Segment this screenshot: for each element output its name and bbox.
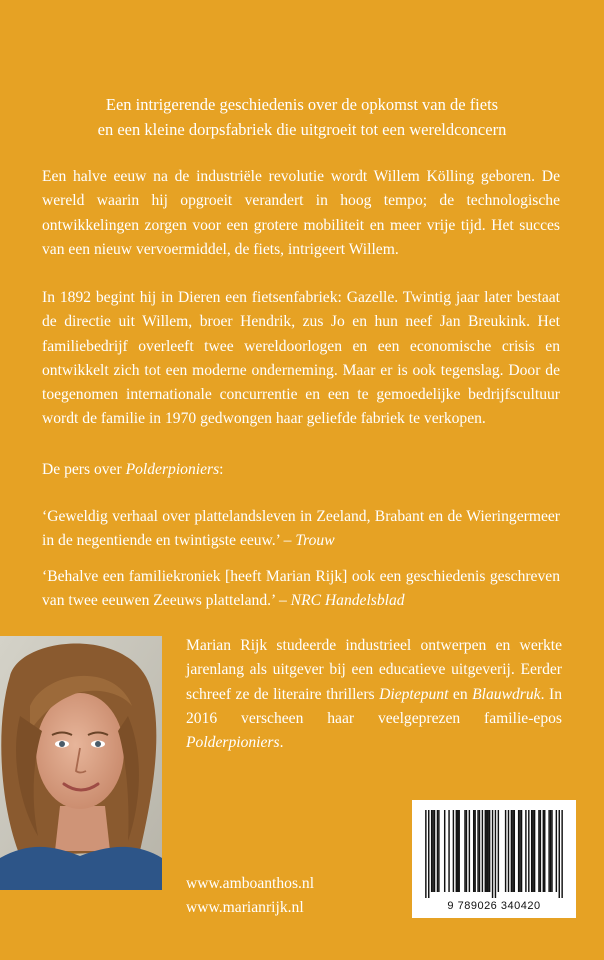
barcode-bar — [550, 810, 551, 892]
barcode-bar — [485, 810, 486, 892]
barcode-bar — [519, 810, 520, 892]
barcode-bar — [456, 810, 457, 892]
barcode-bar — [511, 810, 512, 892]
barcode-bar — [479, 810, 480, 892]
barcode-bar — [525, 810, 526, 892]
barcode-bar — [477, 810, 478, 892]
tagline-line-1: Een intrigerende geschiedenis over de opkomst van de fiets — [105, 95, 499, 114]
barcode-bar — [544, 810, 545, 892]
press-quote-2 — [42, 565, 560, 614]
barcode-bar — [425, 810, 426, 898]
barcode-bar — [492, 810, 493, 898]
bio-book-2: Blauwdruk — [472, 685, 541, 703]
barcode-bar — [457, 810, 458, 892]
barcode-bar — [543, 810, 544, 892]
barcode-bar — [473, 810, 474, 892]
bio-part-2: . In 2016 verscheen haar veelgeprezen familie-epos — [186, 685, 562, 727]
barcode-bar — [512, 810, 513, 892]
press-heading-prefix: De pers over — [42, 461, 126, 478]
barcode-bar — [428, 810, 429, 898]
website-publisher[interactable]: www.amboanthos.nl — [186, 875, 315, 892]
barcode-bar — [453, 810, 454, 892]
barcode-bar — [498, 810, 499, 892]
press-quote-1 — [42, 505, 560, 554]
author-bio — [186, 634, 562, 755]
barcode-bars — [412, 806, 576, 902]
barcode-bar — [482, 810, 483, 892]
barcode-bar — [538, 810, 539, 892]
barcode — [412, 800, 576, 918]
press-quote-2-source: NRC Handelsblad — [290, 592, 405, 610]
barcode-bar — [521, 810, 522, 892]
barcode-bar — [444, 810, 445, 892]
barcode-bar — [474, 810, 475, 892]
barcode-bar — [540, 810, 541, 892]
author-portrait-image — [0, 636, 162, 890]
barcode-bar — [431, 810, 432, 892]
barcode-bar — [469, 810, 470, 892]
barcode-bar — [556, 810, 557, 892]
barcode-bar — [489, 810, 490, 892]
bio-connector: en — [448, 685, 473, 703]
press-heading — [42, 458, 223, 482]
barcode-bar — [548, 810, 549, 892]
author-photo — [0, 636, 162, 890]
bio-part-1: Marian Rijk studeerde industrieel ontwerpen en werkte jarenlang als uitgever bij een educatieve uitgeverij. Eerder schreef ze de literaire thrillers — [186, 637, 562, 703]
barcode-bar — [531, 810, 532, 892]
bio-book-1: Dieptepunt — [379, 685, 449, 703]
websites — [186, 872, 314, 920]
barcode-bar — [534, 810, 535, 892]
barcode-bar — [561, 810, 562, 898]
barcode-bar — [559, 810, 560, 898]
barcode-bar — [518, 810, 519, 892]
press-quote-2-text: ‘Behalve een familiekroniek [heeft Marian Rijk] ook een geschiedenis geschreven van twee eeuwen Zeeuws platteland.’ – — [42, 568, 560, 610]
press-quote-1-source: Trouw — [295, 532, 335, 550]
press-heading-suffix: : — [219, 461, 224, 478]
barcode-bar — [505, 810, 506, 892]
bio-part-3: . — [279, 734, 284, 752]
barcode-bar — [458, 810, 459, 892]
barcode-bar — [464, 810, 465, 892]
press-quote-1-text: ‘Geweldig verhaal over plattelandsleven in Zeeland, Brabant en de Wieringermeer in de negentiende en twintigste eeuw.’ – — [42, 508, 560, 550]
blurb-paragraph-1: Een halve eeuw na de industriële revolutie wordt Willem Kölling geboren. De wereld waarin hij opgroeit verandert in hoog tempo; de technologische ontwikkelingen zorgen voor een grotere mobiliteit en meer vrije tijd. Het succes van een nieuw vervoermiddel, de fiets, intrigeert Willem. — [42, 168, 560, 258]
barcode-bar — [532, 810, 533, 892]
barcode-bar — [551, 810, 552, 892]
barcode-bar — [508, 810, 509, 892]
bio-book-3: Polderpioniers — [186, 734, 280, 752]
barcode-bar — [438, 810, 439, 892]
barcode-bar — [486, 810, 487, 892]
barcode-bar — [514, 810, 515, 892]
tagline-line-2: en een kleine dorpsfabriek die uitgroeit tot een wereldconcern — [97, 120, 507, 139]
barcode-bar — [432, 810, 433, 892]
barcode-bar — [487, 810, 488, 892]
barcode-bar — [495, 810, 496, 898]
barcode-bar — [437, 810, 438, 892]
barcode-bar — [466, 810, 467, 892]
blurb-paragraph-2: In 1892 begint hij in Dieren een fietsenfabriek: Gazelle. Twintig jaar later bestaat de directie uit Willem, broer Hendrik, zus Jo en hun neef Jan Breukink. Het familiebedrijf overleeft twee wereldoorlogen en een economische crisis en ontwikkelt zich tot een moderne onderneming. Maar er is ook tegenslag. Door de toegenomen internationale concurrentie en een te gemoedelijke bedrijfscultuur wordt de familie in 1970 gedwongen haar geliefde fabriek te verkopen. — [42, 289, 560, 428]
barcode-bar — [434, 810, 435, 892]
tagline — [40, 92, 564, 142]
barcode-number: 9 789026 340420 — [447, 900, 541, 912]
website-author[interactable]: www.marianrijk.nl — [186, 899, 304, 916]
press-heading-title: Polderpioniers — [125, 461, 220, 478]
barcode-bar — [528, 810, 529, 892]
barcode-bar — [448, 810, 449, 892]
